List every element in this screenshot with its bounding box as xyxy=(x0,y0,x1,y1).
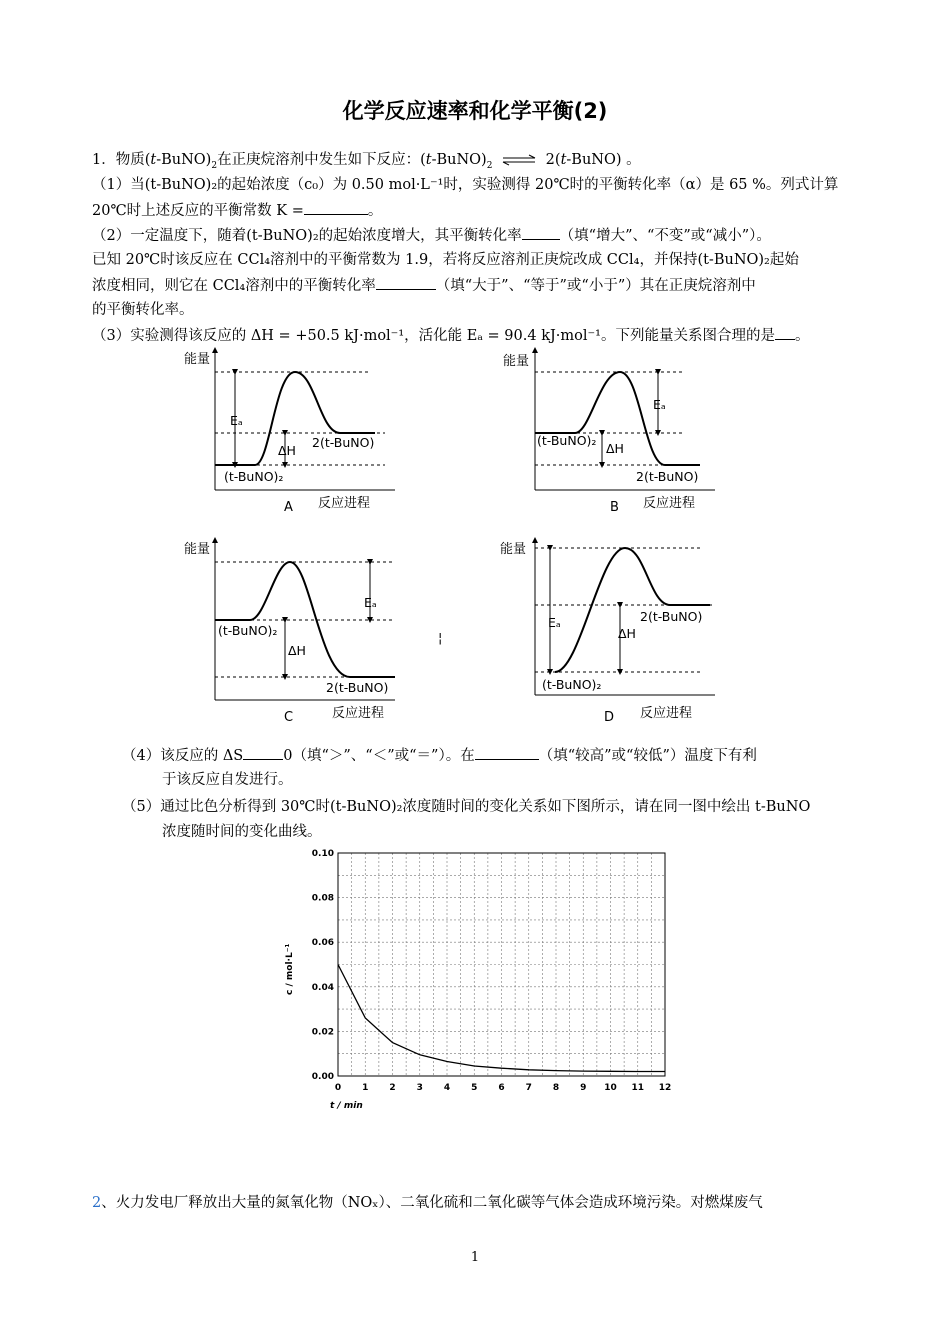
diagram-c-y-label: 能量 xyxy=(184,542,211,557)
x-tick-label: 1 xyxy=(362,1083,369,1093)
x-tick-label: 7 xyxy=(525,1083,532,1093)
y-tick-label: 0.04 xyxy=(311,982,334,993)
x-tick-label: 11 xyxy=(631,1083,645,1093)
x-tick-label: 3 xyxy=(416,1083,423,1093)
q1-part3-line1: （3）实验测得该反应的 ΔH = +50.5 kJ·mol⁻¹，活化能 Eₐ = 90.4 kJ·mol⁻¹。下列能量关系图合理的是 。 xyxy=(92,325,810,346)
diagram-b-reactant: (t-BuNO)₂ xyxy=(537,433,597,448)
y-tick-label: 0.08 xyxy=(311,893,334,904)
diagram-d-y-label: 能量 xyxy=(500,542,527,557)
diagram-d-reactant: (t-BuNO)₂ xyxy=(542,677,602,692)
equilibrium-arrow-icon xyxy=(501,154,537,166)
chart-y-label: c / mol·L⁻¹ xyxy=(285,943,295,995)
diagram-d-letter: D xyxy=(604,710,615,725)
chart-x-label: t / min xyxy=(330,1101,363,1111)
diagram-a-y-label: 能量 xyxy=(184,352,211,367)
diagram-d-x-label: 反应进程 xyxy=(640,706,693,721)
page-number: 1 xyxy=(470,1250,480,1265)
diagram-c-letter: C xyxy=(284,710,294,725)
x-tick-label: 9 xyxy=(580,1083,587,1093)
diagram-a-letter: A xyxy=(284,500,293,515)
y-tick-label: 0.10 xyxy=(311,849,334,859)
x-tick-label: 12 xyxy=(658,1083,672,1093)
diagram-d xyxy=(500,540,715,725)
answer-blank-ds[interactable] xyxy=(243,745,283,760)
diagram-b-dh: ΔH xyxy=(606,441,624,456)
diagram-b-ea: Eₐ xyxy=(653,397,666,412)
y-tick-label: 0.00 xyxy=(311,1072,334,1082)
q1-part1-line2: 20℃时上述反应的平衡常数 K = 。 xyxy=(92,200,382,221)
diagram-b-x-label: 反应进程 xyxy=(643,496,696,511)
x-tick-label: 8 xyxy=(552,1083,560,1093)
diagram-c xyxy=(184,540,395,725)
q1-part1-line1: （1）当(t-BuNO)₂的起始浓度（c₀）为 0.50 mol·L⁻¹时，实验测得 20℃时的平衡转化率（α）是 65 %。列式计算 xyxy=(92,177,839,193)
q2-number: 2 xyxy=(92,1195,102,1211)
answer-blank-k[interactable] xyxy=(304,200,368,215)
answer-blank-conversion[interactable] xyxy=(522,225,560,240)
x-tick-label: 5 xyxy=(471,1083,478,1093)
diagram-a-dh: ΔH xyxy=(278,443,296,458)
stray-mark: ¦ xyxy=(438,631,443,646)
answer-blank-diagram[interactable] xyxy=(775,325,795,340)
q1-part2-line3: 浓度相同，则它在 CCl₄溶剂中的平衡转化率 （填“大于”、“等于”或“小于”）其在正庚烷溶剂中 xyxy=(92,275,756,296)
q1-part2-line1: （2）一定温度下，随着(t-BuNO)₂的起始浓度增大，其平衡转化率 （填“增大”、“不变”或“减小”）。 xyxy=(92,225,771,246)
diagram-c-reactant: (t-BuNO)₂ xyxy=(218,623,278,638)
diagram-d-ea: Eₐ xyxy=(548,615,561,630)
diagram-c-x-label: 反应进程 xyxy=(332,706,385,721)
diagram-d-dh: ΔH xyxy=(618,626,636,641)
diagram-b-y-label: 能量 xyxy=(503,354,530,369)
diagram-a xyxy=(184,350,395,515)
answer-blank-temp[interactable] xyxy=(475,745,539,760)
q1-part4-line2: 于该反应自发进行。 xyxy=(162,772,293,788)
q1-part5-line1: （5）通过比色分析得到 30℃时(t-BuNO)₂浓度随时间的变化关系如下图所示，请在同一图中绘出 t-BuNO xyxy=(122,799,811,815)
diagram-a-ea: Eₐ xyxy=(230,413,243,428)
q1-part5-line2: 浓度随时间的变化曲线。 xyxy=(162,824,322,840)
q1-part2-line4: 的平衡转化率。 xyxy=(92,302,194,318)
diagram-d-product: 2(t-BuNO) xyxy=(640,609,703,624)
diagram-a-x-label: 反应进程 xyxy=(318,496,371,511)
diagram-a-reactant: (t-BuNO)₂ xyxy=(224,469,284,484)
q1-stem: 1．物质$(t-BuNO)_2$在正庚烷溶剂中发生如下反应：$(t-BuNO)_2$ 2(t-BuNO) 。 xyxy=(92,152,641,171)
y-tick-label: 0.06 xyxy=(311,938,334,949)
diagram-c-product: 2(t-BuNO) xyxy=(326,680,389,695)
q2-line1: 2、火力发电厂释放出大量的氮氧化物（NOₓ）、二氧化硫和二氧化碳等气体会造成环境污染。对燃煤废气 xyxy=(92,1195,763,1211)
chart-grid xyxy=(338,853,665,1076)
x-tick-label: 4 xyxy=(443,1083,451,1093)
diagram-a-product: 2(t-BuNO) xyxy=(312,435,375,450)
diagram-c-ea: Eₐ xyxy=(364,595,377,610)
page-title: 化学反应速率和化学平衡(2) xyxy=(342,99,608,123)
x-tick-label: 2 xyxy=(389,1083,396,1093)
q1-part2-line2: 已知 20℃时该反应在 CCl₄溶剂中的平衡常数为 1.9，若将反应溶剂正庚烷改成 CCl₄，并保持(t-BuNO)₂起始 xyxy=(92,252,799,268)
energy-diagrams xyxy=(170,345,730,730)
x-tick-label: 0 xyxy=(334,1083,342,1093)
diagram-b-product: 2(t-BuNO) xyxy=(636,469,699,484)
x-tick-label: 10 xyxy=(604,1083,617,1093)
diagram-c-dh: ΔH xyxy=(288,643,306,658)
diagram-b xyxy=(503,350,715,515)
diagram-b-letter: B xyxy=(610,500,619,515)
answer-blank-compare[interactable] xyxy=(376,275,436,290)
q1-part4-line1: （4）该反应的 ΔS 0（填“＞”、“＜”或“＝”）。在 （填“较高”或“较低”）温度下有利 xyxy=(122,745,757,766)
x-tick-label: 6 xyxy=(498,1083,505,1093)
concentration-chart[interactable] xyxy=(278,840,678,1120)
y-tick-label: 0.02 xyxy=(311,1027,334,1038)
